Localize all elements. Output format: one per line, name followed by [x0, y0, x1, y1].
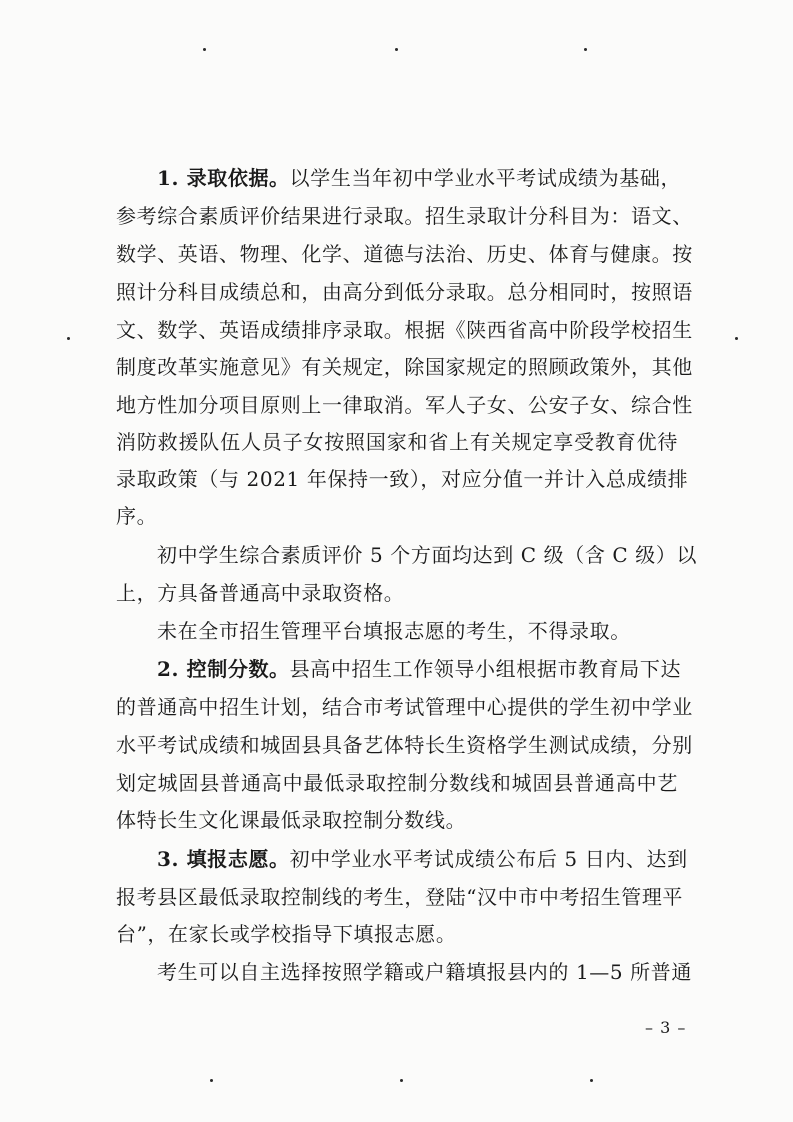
section1-first-line-text: 以学生当年初中学业水平考试成绩为基础，: [289, 166, 682, 190]
section3-first-line-text: 初中学业水平考试成绩公布后 5 日内、达到: [289, 847, 688, 871]
scan-dot: [67, 337, 70, 340]
scan-dot: [400, 1079, 403, 1082]
section1-heading: 1. 录取依据。: [157, 166, 290, 190]
body-line: 制度改革实施意见》有关规定，除国家规定的照顾政策外，其他: [116, 355, 693, 379]
section1-first-line: [157, 161, 682, 195]
section2-first-line: [157, 652, 682, 686]
body-line: 划定城固县普通高中最低录取控制分数线和城固县普通高中艺: [116, 771, 678, 795]
section2-first-line-text: 县高中招生工作领导小组根据市教育局下达: [289, 657, 682, 681]
body-line: 水平考试成绩和城固县具备艺体特长生资格学生测试成绩，分别: [116, 733, 693, 757]
body-line: 考生可以自主选择按照学籍或户籍填报县内的 1—5 所普通: [157, 960, 692, 984]
scan-dot: [210, 1079, 213, 1082]
body-line: 上，方具备普通高中录取资格。: [116, 581, 405, 605]
scan-dot: [735, 337, 738, 340]
scan-dot: [584, 48, 587, 51]
body-line: 台”，在家长或学校指导下填报志愿。: [116, 922, 457, 946]
body-line: 序。: [116, 504, 158, 528]
section3-heading: 3. 填报志愿。: [157, 847, 290, 871]
body-line: 体特长生文化课最低录取控制分数线。: [116, 808, 467, 832]
page-number: – 3 –: [645, 1018, 687, 1037]
body-line: 初中学生综合素质评价 5 个方面均达到 C 级（含 C 级）以: [157, 543, 698, 567]
body-line: 消防救援队伍人员子女按照国家和省上有关规定享受教育优待: [116, 430, 678, 454]
section2-heading: 2. 控制分数。: [157, 657, 290, 681]
body-line: 文、数学、英语成绩排序录取。根据《陕西省高中阶段学校招生: [116, 318, 693, 342]
body-line: 录取政策（与 2021 年保持一致），对应分值一并计入总成绩排: [116, 467, 689, 491]
body-line: 未在全市招生管理平台填报志愿的考生，不得录取。: [157, 619, 631, 643]
scan-dot: [395, 48, 398, 51]
body-line: 照计分科目成绩总和，由高分到低分录取。总分相同时，按照语: [116, 280, 693, 304]
section3-first-line: [157, 842, 688, 876]
body-line: 地方性加分项目原则上一律取消。军人子女、公安子女、综合性: [116, 393, 693, 417]
body-line: 的普通高中招生计划，结合市考试管理中心提供的学生初中学业: [116, 695, 693, 719]
scan-dot: [590, 1079, 593, 1082]
body-line: 报考县区最低录取控制线的考生，登陆“汉中市中考招生管理平: [116, 885, 684, 909]
scan-dot: [203, 48, 206, 51]
body-line: 数学、英语、物理、化学、道德与法治、历史、体育与健康。按: [116, 242, 693, 266]
body-line: 参考综合素质评价结果进行录取。招生录取计分科目为：语文、: [116, 204, 693, 228]
